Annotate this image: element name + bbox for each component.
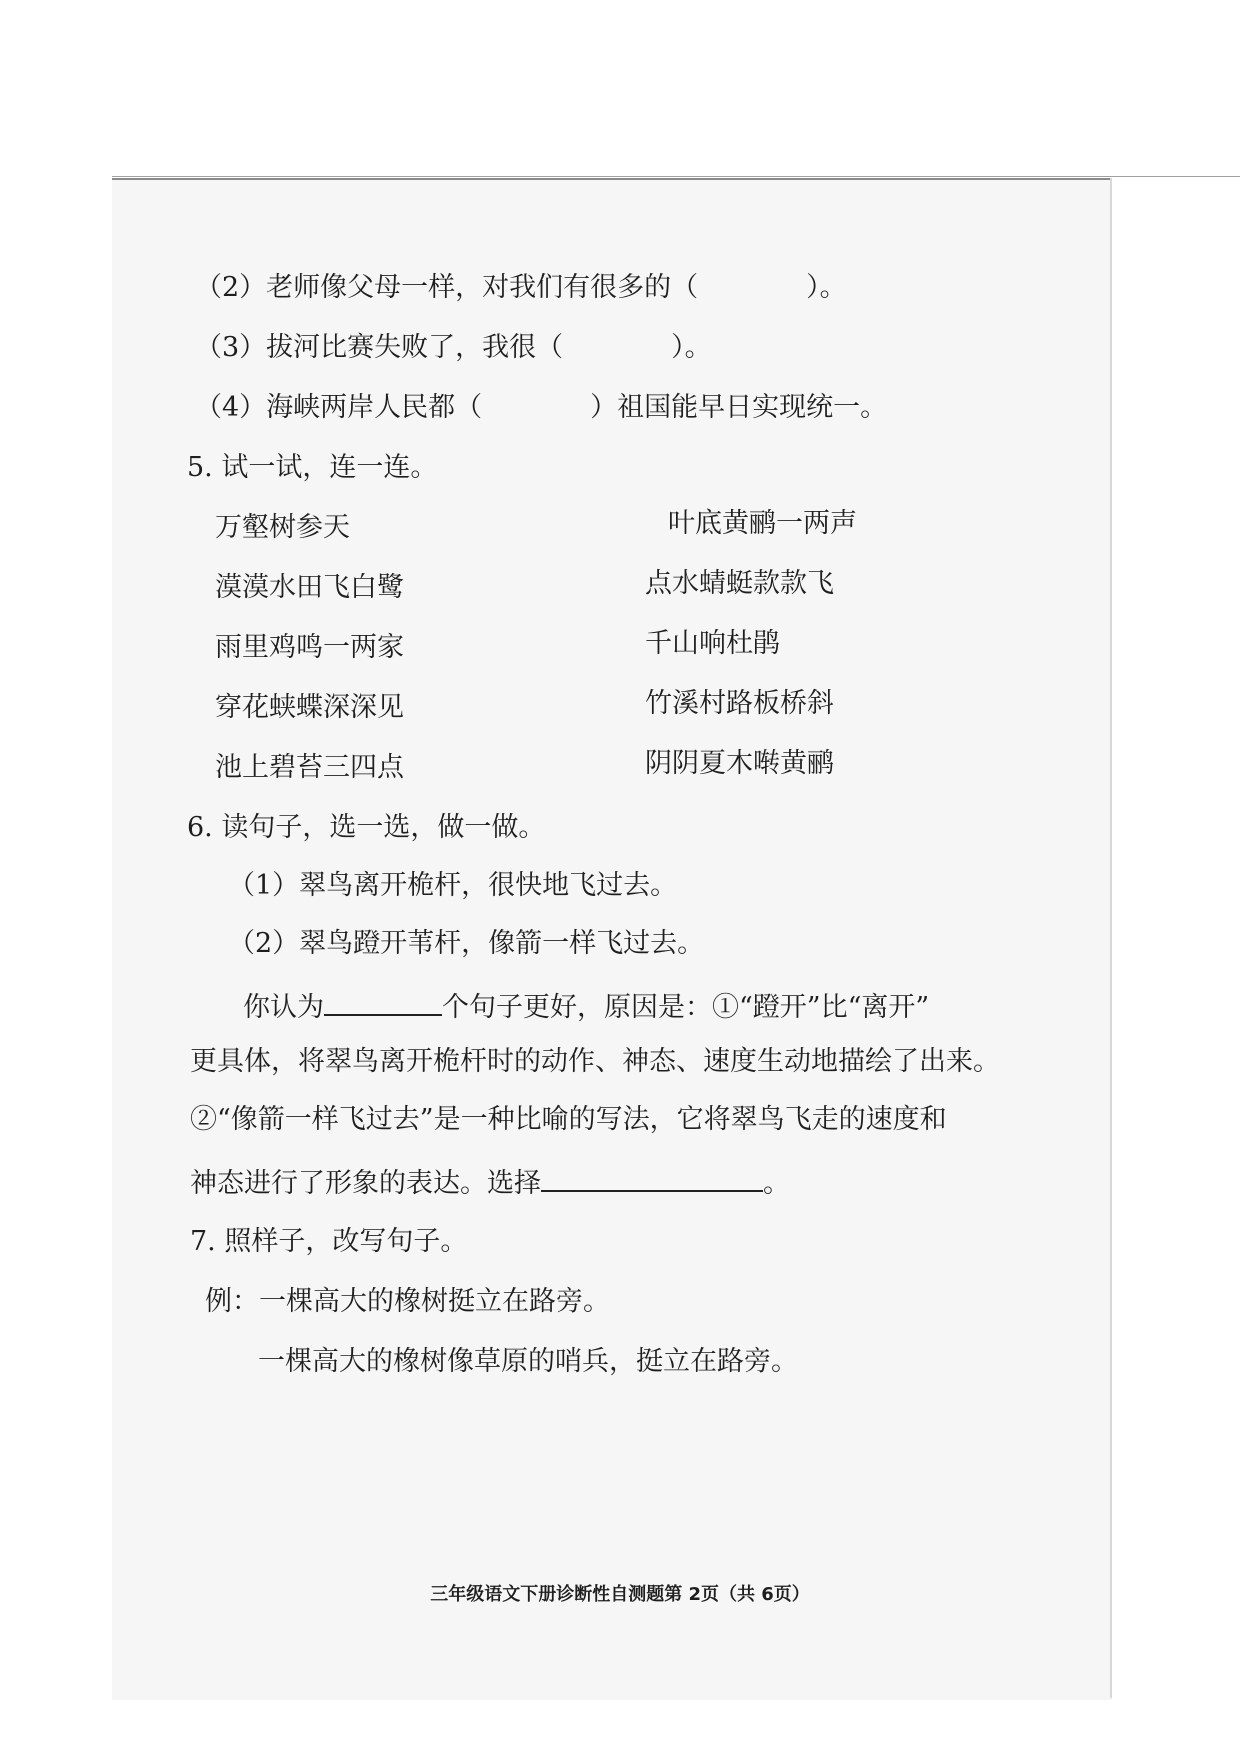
q6-reason-line-2: 更具体，将翠鸟离开桅杆时的动作、神态、速度生动地描绘了出来。	[190, 1046, 1000, 1077]
q6-sentence-2: （2）翠鸟蹬开苇杆，像箭一样飞过去。	[228, 928, 705, 959]
q6-title: 6. 读句子，选一选，做一做。	[187, 812, 546, 843]
q5-left-5: 池上碧苔三四点	[215, 752, 404, 783]
q6-answer-line-1	[243, 984, 929, 1028]
q6-reason-line-3: ②“像箭一样飞过去”是一种比喻的写法，它将翠鸟飞走的速度和	[190, 1104, 947, 1135]
q5-right-3: 千山响杜鹃	[645, 628, 780, 659]
q6-prompt-b: 个句子更好，原因是：①“蹬开”比“离开”	[442, 992, 930, 1023]
q6-sentence-1: （1）翠鸟离开桅杆，很快地飞过去。	[228, 870, 678, 901]
q5-title: 5. 试一试，连一连。	[187, 452, 438, 483]
q6-select-end: 。	[763, 1168, 790, 1199]
q5-right-1: 叶底黄鹂一两声	[668, 508, 857, 539]
paper-top-edge	[112, 176, 1240, 177]
q5-left-2: 漠漠水田飞白鹭	[215, 572, 404, 603]
q6-choice-blank[interactable]	[324, 984, 442, 1016]
q5-right-5: 阴阴夏木啭黄鹂	[645, 748, 834, 779]
q4-item-3: （3）拔河比赛失败了，我很（ ）。	[195, 332, 712, 363]
q4-item-4: （4）海峡两岸人民都（ ）祖国能早日实现统一。	[195, 392, 888, 423]
q5-right-2: 点水蜻蜓款款飞	[645, 568, 834, 599]
q6-select-blank[interactable]	[541, 1160, 763, 1192]
q7-example: 例：一棵高大的橡树挺立在路旁。	[205, 1286, 610, 1317]
q5-left-1: 万壑树参天	[215, 512, 350, 543]
q5-left-3: 雨里鸡鸣一两家	[215, 632, 404, 663]
page-edge-shadow	[1110, 178, 1112, 1698]
q6-reason-line-4	[190, 1160, 790, 1204]
q5-right-4: 竹溪村路板桥斜	[645, 688, 834, 719]
q6-prompt-a: 你认为	[243, 992, 324, 1023]
q6-select-prompt: 神态进行了形象的表达。选择	[190, 1168, 541, 1199]
q5-left-4: 穿花蛱蝶深深见	[215, 692, 404, 723]
q7-rewrite: 一棵高大的橡树像草原的哨兵，挺立在路旁。	[258, 1346, 798, 1377]
q4-item-2: （2）老师像父母一样，对我们有很多的（ ）。	[195, 272, 847, 303]
page-footer: 三年级语文下册诊断性自测题第 2页（共 6页）	[430, 1584, 810, 1605]
q7-title: 7. 照样子，改写句子。	[190, 1226, 468, 1257]
